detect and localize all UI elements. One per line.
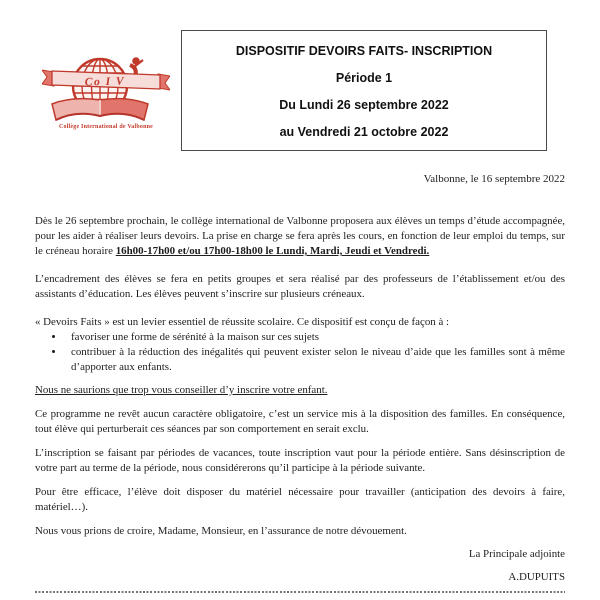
benefits-list [35, 330, 565, 375]
paragraph-material: Pour être efficace, l’élève doit disposer du matériel nécessaire pour travailler (anticipation des devoirs à faire, matériel…). [35, 486, 565, 513]
schedule-highlight: 16h00-17h00 et/ou 17h00-18h00 le Lundi, Mardi, Jeudi et Vendredi. [115, 245, 430, 257]
paragraph-supervision: L’encadrement des élèves se fera en petits groupes et sera réalisé par des professeurs de l’établissement et/ou des assistants d’éducation. Les élèves peuvent s’inscrire sur plusieurs créneaux. [35, 273, 565, 300]
cut-line-divider [35, 591, 565, 593]
paragraph-intro-text: Dès le 26 septembre prochain, le collège international de Valbonne proposera aux élèves un temps d’étude accompagnée, pour les aider à réaliser leurs devoirs. La prise en charge se fera après les cours, en fonction de leur emploi du temps, sur le créneau horaire [35, 215, 565, 257]
banner-ribbon [42, 70, 170, 90]
list-item: • contribuer à la réduction des inégalités qui peuvent exister selon le niveau d’aide que les familles sont à même d’apporter aux enfants. [65, 345, 565, 375]
school-logo-emblem [42, 56, 170, 122]
open-book-icon [52, 99, 148, 120]
paragraph-intro [35, 214, 565, 259]
header-box [181, 30, 547, 151]
signature-role: La Principale adjointe [468, 548, 565, 560]
dateline: Valbonne, le 16 septembre 2022 [423, 173, 565, 185]
school-logo [42, 56, 170, 130]
paragraph-registration: L’inscription se faisant par périodes de vacances, toute inscription vaut pour la période entière. Sans désinscription de votre part au terme de la période, nous considérerons qu’il participe à la période suivante. [35, 447, 565, 474]
logo-acronym: Co I V [84, 75, 126, 89]
period-end-date: au Vendredi 21 octobre 2022 [279, 125, 449, 139]
document-title: DISPOSITIF DEVOIRS FAITS- INSCRIPTION [235, 44, 493, 58]
period-start-date: Du Lundi 26 septembre 2022 [279, 98, 449, 112]
period-label: Période 1 [335, 71, 393, 85]
signature-name: A.DUPUITS [508, 571, 565, 583]
paragraph-devoirs-faits-intro: « Devoirs Faits » est un levier essentiel de réussite scolaire. Ce dispositif est conçu de façon à : [35, 316, 450, 328]
letter-body [35, 214, 565, 593]
paragraph-optional: Ce programme ne revêt aucun caractère obligatoire, c’est un service mis à la disposition des familles. En conséquence, tout élève qui perturberait ces séances par son comportement en serait exclu. [35, 408, 565, 435]
paragraph-advice: Nous ne saurions que trop vous conseiller d’y inscrire votre enfant. [35, 384, 328, 396]
paragraph-closing: Nous vous prions de croire, Madame, Monsieur, en l’assurance de notre dévouement. [35, 525, 407, 537]
list-item: • favoriser une forme de sérénité à la maison sur ces sujets [65, 330, 565, 345]
logo-caption: Collège International de Valbonne [58, 124, 154, 130]
